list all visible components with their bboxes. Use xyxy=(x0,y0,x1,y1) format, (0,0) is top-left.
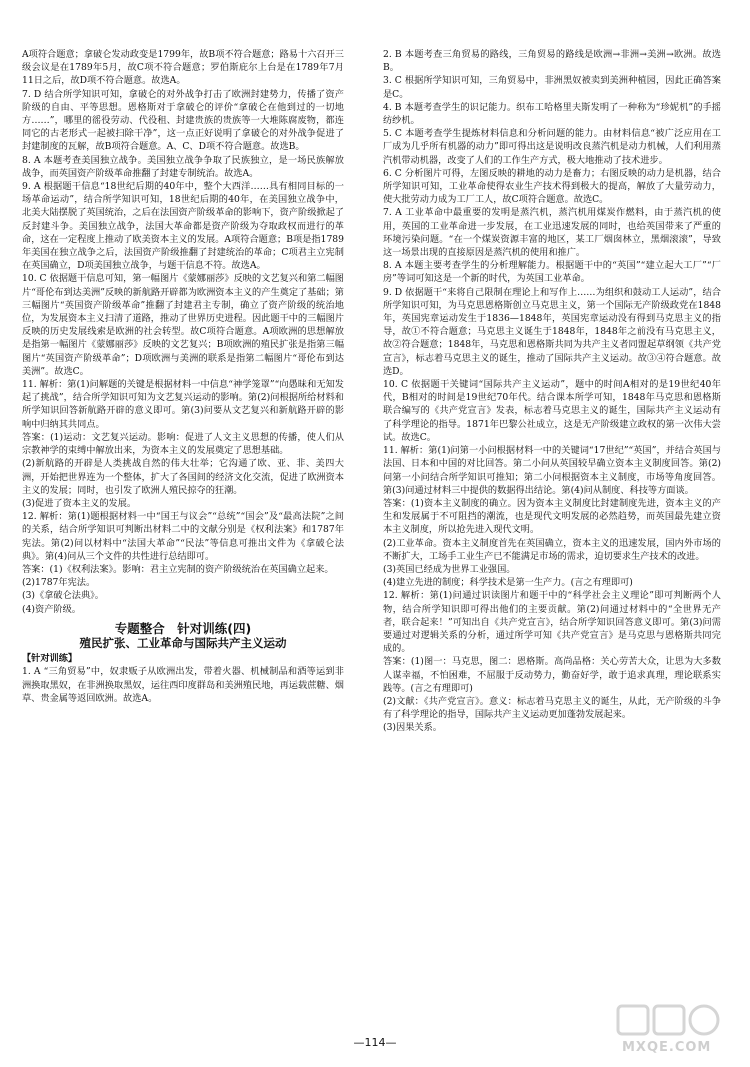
paragraph: 12. 解析：第(1)题根据材料一中“国王与议会”“总统”“国会”及“最高法院”之间的关系，结合所学知识可判断出材料二中的文献分别是《权利法案》和1787年宪法。第(2)问以材料中“法国大革命”“民法”等信息可推出文件为《拿破仑法典》。第(4)问从三个文件的共性进行总结即可。 xyxy=(22,511,344,562)
right-column xyxy=(383,48,721,735)
paragraph: (4)资产阶级。 xyxy=(22,603,81,615)
section-subtitle: 殖民扩张、工业革命与国际共产主义运动 xyxy=(79,635,287,650)
paragraph: (3)《拿破仑法典》。 xyxy=(22,590,104,602)
paragraph: 10. C 依据题干信息可知，第一幅图片《蒙娜丽莎》反映的文艺复兴和第二幅图片“哥伦布到达美洲”反映的新航路开辟都为欧洲资本主义的产生奠定了基础；第三幅图片“英国资产阶级革命”推翻了封建君主专制，确立了资产阶级的统治地位，为发展资本主义扫清了道路，推动了世界历史进程。因此题干中的三幅图片反映的历史发展线索是欧洲的社会转型。故C项符合题意。A项欧洲的思想解放是指第一幅图片《蒙娜丽莎》反映的文艺复兴；B项欧洲的殖民扩张是指第三幅图片“英国资产阶级革命”；D项欧洲与美洲的联系是指第二幅图片“哥伦布到达美洲”。故选C。 xyxy=(22,273,344,377)
page-number: —114— xyxy=(353,1036,397,1049)
paragraph: (2)文献：《共产党宣言》。意义：标志着马克思主义的诞生，从此，无产阶级的斗争有了科学理论的指导，国际共产主义运动更加蓬勃发展起来。 xyxy=(383,695,721,721)
paragraph: 4. B 本题考查学生的识记能力。织布工哈格里夫斯发明了一种称为“珍妮机”的手摇纺纱机。 xyxy=(383,101,721,127)
paragraph: 9. D 依据题干“来将自己限制在理论上和写作上……为组织和鼓动工人运动”，结合所学知识可知，为马克思恩格斯创立马克思主义，第一个国际无产阶级政党在1848年，英国宪章运动发生于1836—1848年，英国宪章运动没有得到马克思主义的指导，故①不符合题意；马克思主义诞生于1848年，1848年之前没有马克思主义，故②符合题意；1848年，马克思和恩格斯共同为共产主义者同盟起草纲领《共产党宣言》，标志着马克思主义的诞生，推动了国际共产主义运动。故③④符合题意。故选D。 xyxy=(383,286,721,377)
paragraph: 7. A 工业革命中最重要的发明是蒸汽机，蒸汽机用煤炭作燃料，由于蒸汽机的使用，英国的工业革命进一步发展，在工业迅速发展的同时，也给英国带来了严重的环境污染问题。“在一个煤炭资源丰富的地区，某工厂烟囱林立，黑烟滚滚”，导致这一场景出现的直接原因是蒸汽机的使用和推广。 xyxy=(383,207,721,259)
paragraph: (2)工业革命。资本主义制度首先在英国确立，资本主义的迅速发展，国内外市场的不断扩大，工场手工业生产已不能满足市场的需求，迫切要求生产技术的改进。 xyxy=(383,537,721,562)
paragraph: (3)促进了资本主义的发展。 xyxy=(22,497,137,509)
section-title: 专题整合 针对训练(四) xyxy=(114,620,252,636)
left-training-blocks xyxy=(22,665,344,705)
paragraph: 6. C 分析图片可得，左图反映的耕地的动力是畜力；右图反映的动力是机器，结合所学知识可知，工业革命使得农业生产技术得到极大的提高，解放了大量劳动力，使大批劳动力成为工厂工人，故C项符合题意。故选C。 xyxy=(383,167,721,206)
paragraph: 3. C 根据所学知识可知，三角贸易中，非洲黑奴被卖到美洲种植园，因此正确答案是C。 xyxy=(383,75,721,100)
right-answer-blocks xyxy=(383,48,721,735)
paragraph: (3)因果关系。 xyxy=(383,722,442,734)
paragraph: 7. D 结合所学知识可知，拿破仑的对外战争打击了欧洲封建势力，传播了资产阶级的自由、平等思想。恩格斯对于拿破仑的评价“拿破仑在他到过的一切地方……”，哪里的徭役劳动、代役租、封建贵族的贵族等一大堆陈腐废物，都连同它的古老形式一起被扫除干净”，这一点正好说明了拿破仑的对外战争促进了封建制度的瓦解，故B项符合题意。A、C、D项不符合题意。故选B。 xyxy=(22,88,344,153)
left-column xyxy=(22,48,344,705)
paragraph: (3)英国已经成为世界工业强国。 xyxy=(383,563,516,575)
paragraph: (4)建立先进的制度；科学技术是第一生产力。(言之有理即可) xyxy=(383,577,633,589)
paragraph: A项符合题意；拿破仑发动政变是1799年，故B项不符合题意；路易十六召开三级会议是在1789年5月，故C项不符合题意；罗伯斯庇尔上台是在1789年7月11日之后，故D项不符合题意。故选A。 xyxy=(22,49,344,87)
left-answer-blocks xyxy=(22,48,344,616)
paragraph: 答案：(1)图一：马克思，图二：恩格斯。高尚品格：关心劳苦大众，让思为大多数人谋幸福，不怕困难，不屈服于反动势力，勤奋好学，敢于追求真理，理论联系实践等。(言之有理即可) xyxy=(383,656,721,694)
paragraph: 8. A 本题主要考查学生的分析理解能力。根据题干中的“英国”“建立起大工厂”“厂房”等词可知这是一个新的时代，为英国工业革命。 xyxy=(383,260,721,285)
paragraph: 1. A “三角贸易”中，奴隶贩子从欧洲出发，带着火器、机械制品和酒等运到非洲换取黑奴，在非洲换取黑奴，运往西印度群岛和美洲殖民地，再运载蔗糖、烟草、贵金属等返回欧洲。故选A。 xyxy=(22,666,344,704)
paragraph: (2)1787年宪法。 xyxy=(22,577,96,589)
paragraph: 8. A 本题考查美国独立战争。美国独立战争争取了民族独立，是一场民族解放战争，而英国资产阶级革命推翻了封建专制统治。故选A。 xyxy=(22,154,344,179)
paragraph: 11. 解析：第(1)问第一小问根据材料一中的关键词“17世纪”“英国”，并结合英国与法国、日本和中国的对比回答。第二小问从英国较早确立资本主义制度回答。第(2)问第一小问结合所学知识可推知；第二小问根据资本主义制度，市场等角度回答。第(3)问通过材料三中提供的数据得出结论。第(4)问从制度、科技等方面谈。 xyxy=(383,445,721,496)
paragraph: 10. C 依据题干关键词“国际共产主义运动”，题中的时间A相对的是19世纪40年代，B相对的时间是19世纪70年代。结合课本所学可知，1848年马克思和恩格斯联合编写的《共产党宣言》发表，标志着马克思主义的诞生，国际共产主义运动有了科学理论的指导。1871年巴黎公社成立，这是无产阶级建立政权的第一次伟大尝试。故选C。 xyxy=(383,379,721,443)
paragraph: 答案：(1)运动：文艺复兴运动。影响：促进了人文主义思想的传播，使人们从宗教神学的束缚中解放出来，为资本主义的发展奠定了思想基础。 xyxy=(22,431,344,457)
paragraph: 11. 解析：第(1)问解题的关键是根据材料一中信息“神学笼罩”“向愚昧和无知发起了挑战”，结合所学知识可知为文艺复兴运动的影响。第(2)问根据所给材料和所学知识回答新航路开辟的意义即可。第(3)问要从文艺复兴和新航路开辟的影响中归纳其共同点。 xyxy=(22,379,344,430)
paragraph: 9. A 根据题干信息“18世纪后期的40年中，整个大西洋……具有相同目标的一场革命运动”，结合所学知识可知，18世纪后期的40年，在美国独立战争中，北美大陆摆脱了英国统治，之后在法国资产阶级革命的影响下，资产阶级掀起了反封建斗争。美国独立战争，法国大革命都是资产阶级为夺取政权而进行的革命，这在一定程度上推动了欧美资本主义的发展。A项符合题意；B项是指1789年美国在独立战争之后，法国资产阶级推翻了封建统治的革命；C项君主立宪制在英国确立，D项美国独立战争，与题干信息不符。故选A。 xyxy=(22,181,344,272)
paragraph: (2)新航路的开辟是人类挑战自然的伟大壮举；它沟通了欧、亚、非、美四大洲，开始把世界连为一个整体，扩大了各国间的经济文化交流，促进了欧洲资本主义的发展；同时，也引发了欧洲人殖民掠夺的狂潮。 xyxy=(22,458,344,496)
paragraph: 答案：(1)《权利法案》。影响：君主立宪制的资产阶级统治在英国确立起来。 xyxy=(22,563,334,575)
watermark-logo xyxy=(614,1002,724,1060)
section-tag: 【针对训练】 xyxy=(22,653,78,665)
paragraph: 答案：(1)资本主义制度的确立。因为资本主义制度比封建制度先进，资本主义的产生和发展属于不可阻挡的潮流，也是现代文明发展的必然趋势，而英国最先建立资本主义制度，所以抢先进入现代文明。 xyxy=(383,497,721,536)
paragraph: 12. 解析：第(1)问通过识读图片和题干中的“科学社会主义理论”即可判断两个人物，结合所学知识即可得出他们的主要贡献。第(2)问通过材料中的“全世界无产者，联合起来！”可知出自《共产党宣言》，结合所学知识回答意义即可。第(3)问需要通过对逻辑关系的分析，通过所学可知《共产党宣言》是马克思与恩格斯共同完成的。 xyxy=(383,590,721,655)
paragraph: 2. B 本题考查三角贸易的路线，三角贸易的路线是欧洲→非洲→美洲→欧洲。故选B。 xyxy=(383,49,721,74)
paragraph: 5. C 本题考查学生提炼材料信息和分析问题的能力。由材料信息“被广泛应用在工厂成为几乎所有机器的动力”即可得出这是说明改良蒸汽机是动力机械，人们利用蒸汽机带动机器，改变了人们的工作生产方式，极大地推动了技术进步。 xyxy=(383,128,721,166)
watermark-text: MXQE.COM xyxy=(622,1040,712,1055)
